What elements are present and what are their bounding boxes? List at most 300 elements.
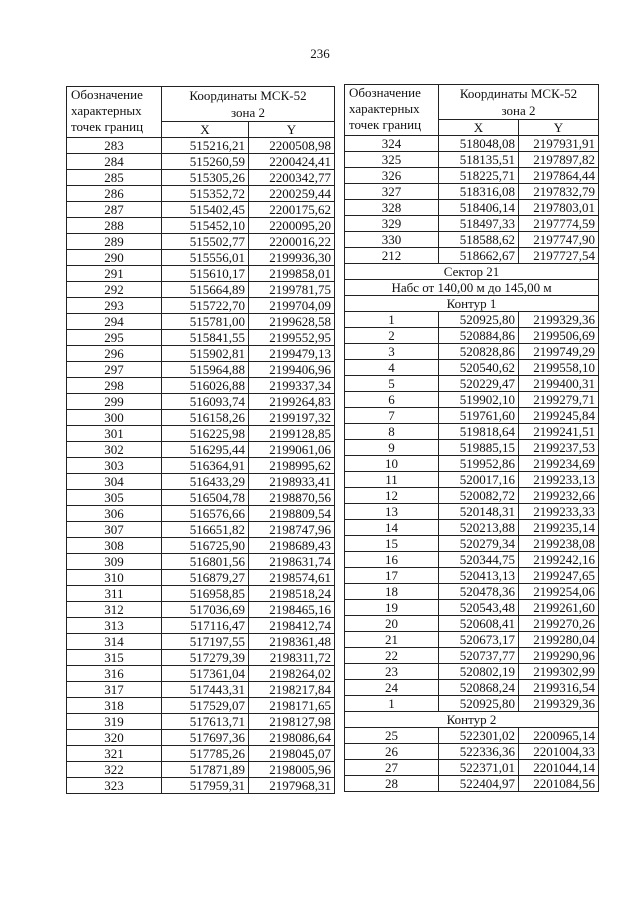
- y-coordinate: 2199241,51: [519, 424, 599, 440]
- y-coordinate: 2201044,14: [519, 760, 599, 776]
- coord-system-title: Координаты МСК-52: [162, 87, 335, 105]
- y-coordinate: 2199506,69: [519, 328, 599, 344]
- table-row: [67, 506, 335, 522]
- point-number: 1: [345, 696, 439, 712]
- point-number: 312: [67, 602, 162, 618]
- contour-2-label: Контур 2: [345, 712, 599, 728]
- table-row: [345, 456, 599, 472]
- y-coordinate: 2199936,30: [249, 250, 335, 266]
- table-row: [345, 600, 599, 616]
- table-row: [67, 714, 335, 730]
- point-number: 323: [67, 778, 162, 794]
- point-number: 22: [345, 648, 439, 664]
- x-coordinate: 520478,36: [439, 584, 519, 600]
- y-coordinate: 2198127,98: [249, 714, 335, 730]
- point-number: 315: [67, 650, 162, 666]
- y-column-header: Y: [249, 122, 335, 138]
- point-number: 303: [67, 458, 162, 474]
- x-coordinate: 517613,71: [162, 714, 249, 730]
- x-coordinate: 515722,70: [162, 298, 249, 314]
- x-coordinate: 519902,10: [439, 392, 519, 408]
- table-row: [345, 216, 599, 232]
- point-number: 296: [67, 346, 162, 362]
- x-coordinate: 516026,88: [162, 378, 249, 394]
- coordinates-table-left: [66, 86, 335, 794]
- y-coordinate: 2200424,41: [249, 154, 335, 170]
- y-coordinate: 2197727,54: [519, 248, 599, 264]
- y-coordinate: 2198217,84: [249, 682, 335, 698]
- point-designation-header: [345, 85, 439, 136]
- y-coordinate: 2198809,54: [249, 506, 335, 522]
- header-row-1: [67, 87, 335, 105]
- point-number: 299: [67, 394, 162, 410]
- table-row: [345, 472, 599, 488]
- x-coordinate: 517443,31: [162, 682, 249, 698]
- x-coordinate: 517697,36: [162, 730, 249, 746]
- x-coordinate: 517871,89: [162, 762, 249, 778]
- table-row: [67, 362, 335, 378]
- table-row: [67, 698, 335, 714]
- x-coordinate: 520828,86: [439, 344, 519, 360]
- point-number: 25: [345, 728, 439, 744]
- point-number: 1: [345, 312, 439, 328]
- table-row: [67, 650, 335, 666]
- sector-label-row: [345, 264, 599, 280]
- x-coordinate: 517361,04: [162, 666, 249, 682]
- y-coordinate: 2199558,10: [519, 360, 599, 376]
- table-row: [67, 250, 335, 266]
- y-coordinate: 2199316,54: [519, 680, 599, 696]
- x-coordinate: 516651,82: [162, 522, 249, 538]
- table-row: [345, 376, 599, 392]
- x-coordinate: 518662,67: [439, 248, 519, 264]
- x-coordinate: 520925,80: [439, 312, 519, 328]
- table-row: [345, 680, 599, 696]
- table-row: [67, 570, 335, 586]
- table-row: [67, 634, 335, 650]
- header-row-1: [345, 85, 599, 103]
- point-number: 4: [345, 360, 439, 376]
- x-coordinate: 520543,48: [439, 600, 519, 616]
- x-coordinate: 515305,26: [162, 170, 249, 186]
- table-row: [345, 328, 599, 344]
- point-number: 329: [345, 216, 439, 232]
- table-row: [345, 168, 599, 184]
- table-row: [345, 728, 599, 744]
- x-coordinate: 519761,60: [439, 408, 519, 424]
- page-number: 236: [310, 46, 330, 61]
- y-coordinate: 2199781,75: [249, 282, 335, 298]
- table-row: [345, 232, 599, 248]
- point-number: 9: [345, 440, 439, 456]
- y-coordinate: 2198412,74: [249, 618, 335, 634]
- x-coordinate: 516093,74: [162, 394, 249, 410]
- point-number: 8: [345, 424, 439, 440]
- table-row: [67, 538, 335, 554]
- table-row: [345, 136, 599, 152]
- point-number: 19: [345, 600, 439, 616]
- y-coordinate: 2198465,16: [249, 602, 335, 618]
- table-row: [345, 200, 599, 216]
- y-coordinate: 2199061,06: [249, 442, 335, 458]
- point-number: 307: [67, 522, 162, 538]
- x-coordinate: 517279,39: [162, 650, 249, 666]
- x-coordinate: 515664,89: [162, 282, 249, 298]
- x-coordinate: 518225,71: [439, 168, 519, 184]
- point-designation-header-line-3: точек границ: [349, 117, 422, 132]
- point-number: 6: [345, 392, 439, 408]
- table-row: [67, 314, 335, 330]
- point-number: 2: [345, 328, 439, 344]
- point-number: 27: [345, 760, 439, 776]
- point-number: 16: [345, 552, 439, 568]
- table-row: [67, 746, 335, 762]
- point-number: 5: [345, 376, 439, 392]
- table-row: [67, 410, 335, 426]
- x-coordinate: 520540,62: [439, 360, 519, 376]
- table-row: [345, 392, 599, 408]
- point-number: 310: [67, 570, 162, 586]
- x-coordinate: 518406,14: [439, 200, 519, 216]
- point-number: 18: [345, 584, 439, 600]
- table-row: [345, 760, 599, 776]
- point-number: 330: [345, 232, 439, 248]
- table-row: [67, 234, 335, 250]
- x-coordinate: 520925,80: [439, 696, 519, 712]
- point-number: 285: [67, 170, 162, 186]
- y-coordinate: 2199235,14: [519, 520, 599, 536]
- y-coordinate: 2199238,08: [519, 536, 599, 552]
- point-number: 304: [67, 474, 162, 490]
- point-number: 319: [67, 714, 162, 730]
- point-number: 212: [345, 248, 439, 264]
- y-coordinate: 2197774,59: [519, 216, 599, 232]
- x-coordinate: 516576,66: [162, 506, 249, 522]
- x-coordinate: 520413,13: [439, 568, 519, 584]
- y-coordinate: 2199749,29: [519, 344, 599, 360]
- x-coordinate: 515452,10: [162, 218, 249, 234]
- x-coordinate: 517036,69: [162, 602, 249, 618]
- point-number: 306: [67, 506, 162, 522]
- y-coordinate: 2199234,69: [519, 456, 599, 472]
- y-coordinate: 2199479,13: [249, 346, 335, 362]
- x-coordinate: 516158,26: [162, 410, 249, 426]
- table-row: [67, 730, 335, 746]
- y-coordinate: 2198689,43: [249, 538, 335, 554]
- contour-1-label: Контур 1: [345, 296, 599, 312]
- point-number: 326: [345, 168, 439, 184]
- point-number: 293: [67, 298, 162, 314]
- y-coordinate: 2199302,99: [519, 664, 599, 680]
- table-row: [345, 408, 599, 424]
- point-number: 324: [345, 136, 439, 152]
- x-coordinate: 518497,33: [439, 216, 519, 232]
- y-column-header: Y: [519, 120, 599, 136]
- table-row: [67, 554, 335, 570]
- y-coordinate: 2198870,56: [249, 490, 335, 506]
- table-row: [67, 762, 335, 778]
- y-coordinate: 2200508,98: [249, 138, 335, 154]
- contour-1-label-row: [345, 296, 599, 312]
- y-coordinate: 2198086,64: [249, 730, 335, 746]
- x-coordinate: 520868,24: [439, 680, 519, 696]
- x-coordinate: 516801,56: [162, 554, 249, 570]
- y-coordinate: 2199280,04: [519, 632, 599, 648]
- x-coordinate: 516504,78: [162, 490, 249, 506]
- point-designation-header-line-2: характерных: [71, 103, 142, 118]
- point-number: 292: [67, 282, 162, 298]
- y-coordinate: 2197803,01: [519, 200, 599, 216]
- x-coordinate: 515260,59: [162, 154, 249, 170]
- y-coordinate: 2199552,95: [249, 330, 335, 346]
- point-number: 321: [67, 746, 162, 762]
- table-row: [67, 394, 335, 410]
- x-coordinate: 516295,44: [162, 442, 249, 458]
- y-coordinate: 2198631,74: [249, 554, 335, 570]
- point-number: 287: [67, 202, 162, 218]
- point-designation-header-line-2: характерных: [349, 101, 420, 116]
- point-designation-header-line-1: Обозначение: [349, 85, 421, 100]
- x-coordinate: 518316,08: [439, 184, 519, 200]
- x-coordinate: 517116,47: [162, 618, 249, 634]
- point-designation-header: [67, 87, 162, 138]
- y-coordinate: 2199329,36: [519, 312, 599, 328]
- point-number: 286: [67, 186, 162, 202]
- y-coordinate: 2199858,01: [249, 266, 335, 282]
- table-row: [67, 618, 335, 634]
- table-row: [345, 776, 599, 792]
- x-coordinate: 515216,21: [162, 138, 249, 154]
- y-coordinate: 2198264,02: [249, 666, 335, 682]
- y-coordinate: 2197747,90: [519, 232, 599, 248]
- x-coordinate: 517785,26: [162, 746, 249, 762]
- point-number: 297: [67, 362, 162, 378]
- y-coordinate: 2199247,65: [519, 568, 599, 584]
- table-row: [67, 458, 335, 474]
- point-number: 327: [345, 184, 439, 200]
- y-coordinate: 2199329,36: [519, 696, 599, 712]
- table-row: [345, 488, 599, 504]
- x-coordinate: 518588,62: [439, 232, 519, 248]
- x-coordinate: 520673,17: [439, 632, 519, 648]
- x-coordinate: 516433,29: [162, 474, 249, 490]
- y-coordinate: 2200259,44: [249, 186, 335, 202]
- point-number: 294: [67, 314, 162, 330]
- y-coordinate: 2199237,53: [519, 440, 599, 456]
- point-number: 26: [345, 744, 439, 760]
- x-coordinate: 515402,45: [162, 202, 249, 218]
- point-number: 295: [67, 330, 162, 346]
- table-row: [345, 648, 599, 664]
- x-coordinate: 516364,91: [162, 458, 249, 474]
- sector-label: Сектор 21: [345, 264, 599, 280]
- x-coordinate: 515556,01: [162, 250, 249, 266]
- point-number: 23: [345, 664, 439, 680]
- point-number: 15: [345, 536, 439, 552]
- table-row: [345, 744, 599, 760]
- point-number: 309: [67, 554, 162, 570]
- table-row: [67, 202, 335, 218]
- x-coordinate: 515781,00: [162, 314, 249, 330]
- y-coordinate: 2199270,26: [519, 616, 599, 632]
- x-coordinate: 515841,55: [162, 330, 249, 346]
- y-coordinate: 2201004,33: [519, 744, 599, 760]
- x-coordinate: 520017,16: [439, 472, 519, 488]
- y-coordinate: 2199242,16: [519, 552, 599, 568]
- table-row: [345, 152, 599, 168]
- y-coordinate: 2200342,77: [249, 170, 335, 186]
- table-row: [67, 490, 335, 506]
- y-coordinate: 2199279,71: [519, 392, 599, 408]
- table-row: [67, 330, 335, 346]
- point-number: 290: [67, 250, 162, 266]
- table-row: [67, 298, 335, 314]
- table-row: [67, 186, 335, 202]
- table-row: [67, 602, 335, 618]
- coord-zone-label: зона 2: [439, 102, 599, 120]
- table-row: [345, 584, 599, 600]
- point-number: 300: [67, 410, 162, 426]
- table-row: [67, 666, 335, 682]
- table-row: [67, 378, 335, 394]
- point-number: 28: [345, 776, 439, 792]
- x-coordinate: 522371,01: [439, 760, 519, 776]
- point-number: 322: [67, 762, 162, 778]
- x-coordinate: 515502,77: [162, 234, 249, 250]
- x-coordinate: 518135,51: [439, 152, 519, 168]
- x-coordinate: 520344,75: [439, 552, 519, 568]
- y-coordinate: 2198311,72: [249, 650, 335, 666]
- table-row: [345, 424, 599, 440]
- table-row: [345, 504, 599, 520]
- point-number: 291: [67, 266, 162, 282]
- point-number: 10: [345, 456, 439, 472]
- x-coordinate: 515902,81: [162, 346, 249, 362]
- x-coordinate: 520884,86: [439, 328, 519, 344]
- point-number: 316: [67, 666, 162, 682]
- table-row: [67, 474, 335, 490]
- y-coordinate: 2199197,32: [249, 410, 335, 426]
- table-row: [345, 184, 599, 200]
- point-number: 317: [67, 682, 162, 698]
- x-column-header: X: [162, 122, 249, 138]
- table-row: [67, 522, 335, 538]
- x-coordinate: 516725,90: [162, 538, 249, 554]
- point-number: 305: [67, 490, 162, 506]
- coord-zone-label: зона 2: [162, 104, 335, 122]
- y-coordinate: 2197897,82: [519, 152, 599, 168]
- y-coordinate: 2198005,96: [249, 762, 335, 778]
- coord-system-title: Координаты МСК-52: [439, 85, 599, 103]
- table-row: [67, 282, 335, 298]
- table-row: [67, 138, 335, 154]
- point-number: 13: [345, 504, 439, 520]
- y-coordinate: 2199245,84: [519, 408, 599, 424]
- y-coordinate: 2197931,91: [519, 136, 599, 152]
- y-coordinate: 2198574,61: [249, 570, 335, 586]
- y-coordinate: 2199704,09: [249, 298, 335, 314]
- y-coordinate: 2198171,65: [249, 698, 335, 714]
- x-coordinate: 520279,34: [439, 536, 519, 552]
- x-coordinate: 520213,88: [439, 520, 519, 536]
- x-coordinate: 520737,77: [439, 648, 519, 664]
- x-coordinate: 516225,98: [162, 426, 249, 442]
- sector-height-range-row: [345, 280, 599, 296]
- point-number: 318: [67, 698, 162, 714]
- coordinates-table-right: [344, 84, 599, 792]
- x-coordinate: 518048,08: [439, 136, 519, 152]
- y-coordinate: 2198045,07: [249, 746, 335, 762]
- table-row: [67, 346, 335, 362]
- point-number: 11: [345, 472, 439, 488]
- y-coordinate: 2200095,20: [249, 218, 335, 234]
- x-coordinate: 520229,47: [439, 376, 519, 392]
- x-coordinate: 522301,02: [439, 728, 519, 744]
- x-coordinate: 520148,31: [439, 504, 519, 520]
- y-coordinate: 2200016,22: [249, 234, 335, 250]
- x-coordinate: 519952,86: [439, 456, 519, 472]
- y-coordinate: 2199264,83: [249, 394, 335, 410]
- point-number: 314: [67, 634, 162, 650]
- point-number: 283: [67, 138, 162, 154]
- table-row: [345, 536, 599, 552]
- table-row: [345, 696, 599, 712]
- x-column-header: X: [439, 120, 519, 136]
- x-coordinate: 517959,31: [162, 778, 249, 794]
- y-coordinate: 2197832,79: [519, 184, 599, 200]
- table-row: [345, 664, 599, 680]
- x-coordinate: 519818,64: [439, 424, 519, 440]
- y-coordinate: 2198518,24: [249, 586, 335, 602]
- y-coordinate: 2199406,96: [249, 362, 335, 378]
- table-row: [67, 218, 335, 234]
- point-designation-header-line-3: точек границ: [71, 119, 144, 134]
- sector-height-range: Набс от 140,00 м до 145,00 м: [345, 280, 599, 296]
- x-coordinate: 516879,27: [162, 570, 249, 586]
- table-row: [345, 344, 599, 360]
- table-row: [345, 312, 599, 328]
- point-number: 14: [345, 520, 439, 536]
- point-number: 288: [67, 218, 162, 234]
- point-number: 20: [345, 616, 439, 632]
- point-number: 328: [345, 200, 439, 216]
- point-number: 3: [345, 344, 439, 360]
- point-designation-header-line-1: Обозначение: [71, 87, 143, 102]
- table-row: [345, 568, 599, 584]
- x-coordinate: 522404,97: [439, 776, 519, 792]
- table-row: [67, 778, 335, 794]
- y-coordinate: 2199254,06: [519, 584, 599, 600]
- y-coordinate: 2198747,96: [249, 522, 335, 538]
- point-number: 289: [67, 234, 162, 250]
- point-number: 12: [345, 488, 439, 504]
- table-row: [67, 170, 335, 186]
- y-coordinate: 2197968,31: [249, 778, 335, 794]
- y-coordinate: 2200175,62: [249, 202, 335, 218]
- x-coordinate: 520608,41: [439, 616, 519, 632]
- x-coordinate: 516958,85: [162, 586, 249, 602]
- y-coordinate: 2201084,56: [519, 776, 599, 792]
- y-coordinate: 2199261,60: [519, 600, 599, 616]
- table-row: [345, 520, 599, 536]
- y-coordinate: 2199337,34: [249, 378, 335, 394]
- table-row: [345, 360, 599, 376]
- x-coordinate: 520802,19: [439, 664, 519, 680]
- x-coordinate: 520082,72: [439, 488, 519, 504]
- table-row: [345, 552, 599, 568]
- y-coordinate: 2199233,13: [519, 472, 599, 488]
- point-number: 24: [345, 680, 439, 696]
